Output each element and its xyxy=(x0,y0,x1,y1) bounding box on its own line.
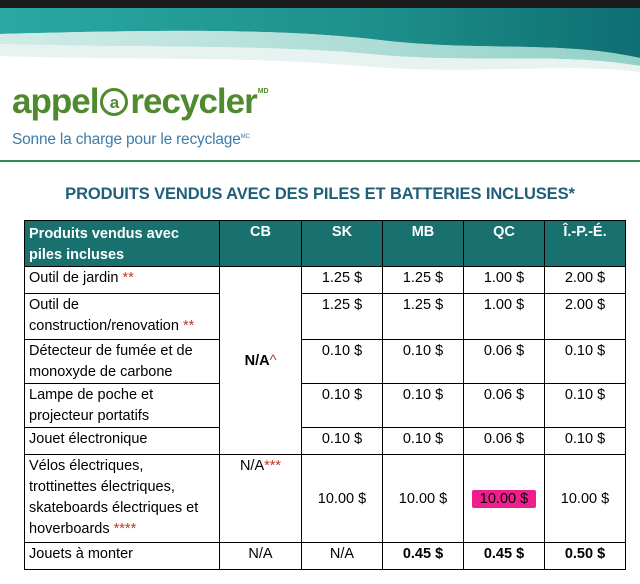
table-header-row xyxy=(25,221,626,267)
pe-value: 0.10 $ xyxy=(545,384,626,428)
header-wave-banner xyxy=(0,0,640,150)
table-row xyxy=(25,267,626,294)
footnote-mark: ** xyxy=(122,270,134,286)
sk-value: 0.10 $ xyxy=(302,384,383,428)
cb-value: N/A xyxy=(244,352,270,369)
header-divider xyxy=(0,160,640,162)
pe-value: 0.50 $ xyxy=(545,543,626,570)
cb-shared-cell xyxy=(220,267,302,455)
recycle-arobase-icon xyxy=(99,87,129,117)
product-label: Jouet électronique xyxy=(25,428,220,455)
column-header-cb: CB xyxy=(220,221,302,267)
column-header-mb: MB xyxy=(383,221,464,267)
product-name: Vélos électriques, trottinettes électriques, skateboards électriques et hoverboards xyxy=(29,458,199,537)
table-row xyxy=(25,294,626,340)
column-header-products: Produits vendus avec piles incluses xyxy=(25,221,220,267)
mb-value: 0.10 $ xyxy=(383,340,464,384)
logo-trademark: MD xyxy=(257,88,269,95)
footnote-mark: *** xyxy=(264,458,282,474)
sk-value: 1.25 $ xyxy=(302,267,383,294)
product-label xyxy=(25,294,220,340)
product-name: Outil de jardin xyxy=(29,270,119,286)
svg-text:a: a xyxy=(110,93,119,112)
column-header-sk: SK xyxy=(302,221,383,267)
mb-value: 10.00 $ xyxy=(383,455,464,543)
sk-value: 0.10 $ xyxy=(302,340,383,384)
sk-value: 10.00 $ xyxy=(302,455,383,543)
table-row xyxy=(25,384,626,428)
tagline xyxy=(12,131,250,149)
qc-value: 1.00 $ xyxy=(464,294,545,340)
product-label: Jouets à monter xyxy=(25,543,220,570)
product-label: Détecteur de fumée et de monoxyde de carbone xyxy=(25,340,220,384)
pe-value: 0.10 $ xyxy=(545,340,626,384)
table-row xyxy=(25,428,626,455)
pe-value: 2.00 $ xyxy=(545,267,626,294)
mb-value: 1.25 $ xyxy=(383,294,464,340)
qc-value: 0.06 $ xyxy=(464,428,545,455)
fee-table xyxy=(24,220,626,570)
qc-value: 1.00 $ xyxy=(464,267,545,294)
highlighted-value: 10.00 $ xyxy=(472,490,536,508)
pe-value: 2.00 $ xyxy=(545,294,626,340)
column-header-qc: QC xyxy=(464,221,545,267)
pe-value: 0.10 $ xyxy=(545,428,626,455)
footnote-mark: ^ xyxy=(269,352,277,369)
tagline-text: Sonne la charge pour le recyclage xyxy=(12,131,241,148)
sk-value: 0.10 $ xyxy=(302,428,383,455)
product-label xyxy=(25,267,220,294)
column-header-pe: Î.-P.-É. xyxy=(545,221,626,267)
sk-value: 1.25 $ xyxy=(302,294,383,340)
qc-value: 0.06 $ xyxy=(464,384,545,428)
table-row xyxy=(25,543,626,570)
cb-value xyxy=(220,455,302,543)
footnote-mark: **** xyxy=(113,521,137,537)
mb-value: 1.25 $ xyxy=(383,267,464,294)
logo-text-recycler: recycler xyxy=(130,82,257,121)
qc-value xyxy=(464,455,545,543)
mb-value: 0.45 $ xyxy=(383,543,464,570)
qc-value: 0.45 $ xyxy=(464,543,545,570)
pe-value: 10.00 $ xyxy=(545,455,626,543)
mb-value: 0.10 $ xyxy=(383,384,464,428)
cb-value: N/A xyxy=(220,543,302,570)
logo-text-appel: appel xyxy=(12,82,99,121)
brand-logo xyxy=(12,84,269,119)
product-label xyxy=(25,455,220,543)
mb-value: 0.10 $ xyxy=(383,428,464,455)
table-row xyxy=(25,340,626,384)
product-label: Lampe de poche et projecteur portatifs xyxy=(25,384,220,428)
cb-value-text: N/A xyxy=(239,458,265,474)
tagline-trademark: MC xyxy=(240,133,250,140)
product-name: Outil de construction/renovation xyxy=(29,297,179,334)
page-title: PRODUITS VENDUS AVEC DES PILES ET BATTERIES INCLUSES* xyxy=(65,185,575,203)
qc-value: 0.06 $ xyxy=(464,340,545,384)
footnote-mark: ** xyxy=(182,318,195,334)
sk-value: N/A xyxy=(302,543,383,570)
table-row xyxy=(25,455,626,543)
